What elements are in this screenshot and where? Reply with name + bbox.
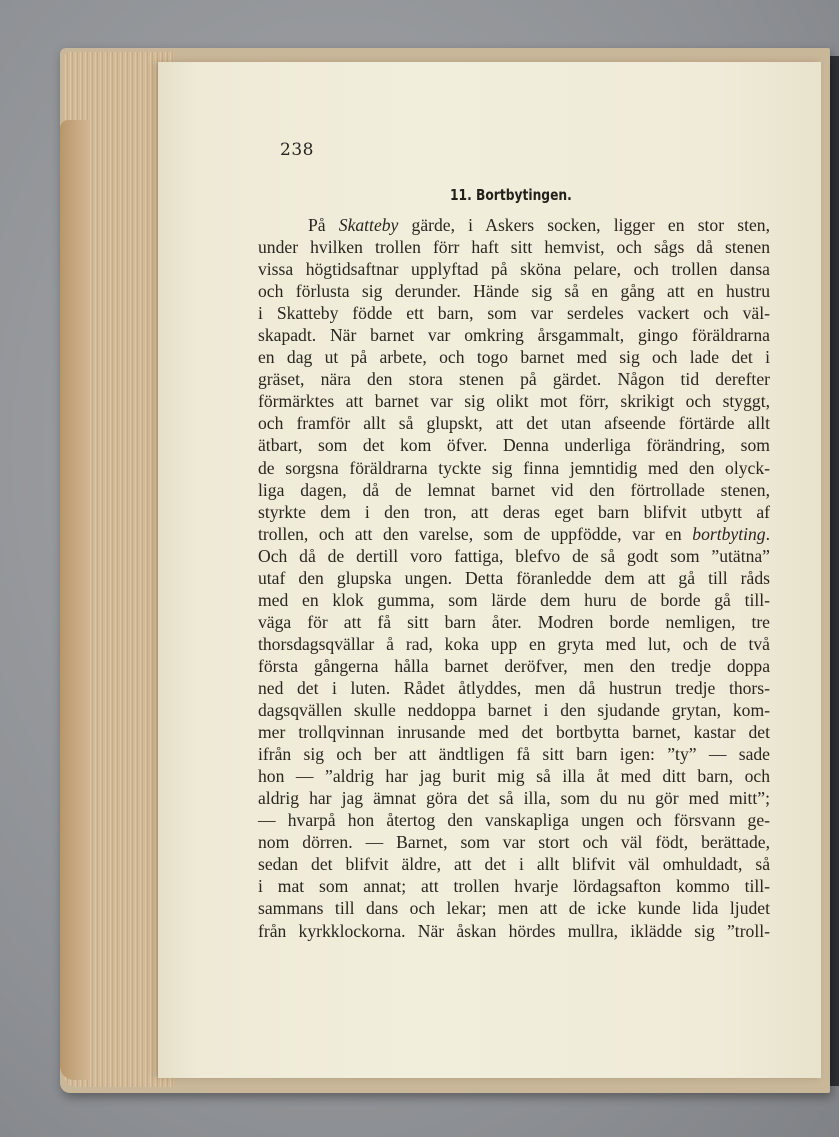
text-line: Och då de dertill voro fattiga, blefvo de så godt som ”utätna” (258, 545, 770, 566)
text-line: i mat som annat; att trollen hvarje lördagsafton kommo till- (258, 876, 770, 897)
text-line: På Skatteby gärde, i Askers socken, ligger en stor sten, (308, 215, 770, 235)
text-line: dagsqvällen skulle neddoppa barnet i den sjudande grytan, kom- (258, 700, 770, 721)
text-line: de sorgsna föräldrarna tyckte sig finna jemntidig med den olyck- (258, 457, 770, 478)
text-line: skapadt. När barnet var omkring årsgammalt, gingo föräldrarna (258, 325, 770, 346)
text-line: styrkte dem i den tron, att deras eget barn blifvit utbytt af (258, 501, 770, 522)
text-line: aldrig har jag ämnat göra det så illa, som du nu gör med mitt”; (258, 788, 770, 809)
text-line: en dag ut på arbete, och togo barnet med sig och lade det i (258, 347, 770, 368)
text-line: hon — ”aldrig har jag burit mig så illa åt med ditt barn, och (258, 766, 770, 787)
text-line: nom dörren. — Barnet, som var stort och väl födt, berättade, (258, 832, 770, 853)
page-edges-shadow (60, 120, 90, 1080)
body-text (258, 214, 770, 942)
text-line: thorsdagsqvällar å rad, koka upp en gryta med lut, och de två (258, 633, 770, 654)
text-line: liga dagen, då de lemnat barnet vid den förtrollade stenen, (258, 479, 770, 500)
italic-term: Skatteby (338, 215, 399, 235)
text-line: under hvilken trollen förr haft sitt hemvist, och sågs då stenen (258, 237, 770, 258)
text-line: ifrån sig och ber att ändtligen få sitt barn igen: ”ty” — sade (258, 744, 770, 765)
text-line: väga för att få sitt barn åter. Modren borde nemligen, tre (258, 611, 770, 632)
italic-term: bortbyting (692, 523, 766, 544)
text-line: och framför allt så glupskt, att det utan afseende förtärde allt (258, 413, 770, 434)
text-line: från kyrkklockorna. När åskan hördes mullra, iklädde sig ”troll- (258, 920, 770, 941)
text-line: sammans till dans och lekar; men att de icke kunde lida ljudet (258, 898, 770, 919)
page-number: 238 (280, 140, 314, 160)
text-line: i Skatteby födde ett barn, som var serdeles vackert och väl- (258, 303, 770, 324)
text-line: vissa högtidsaftnar upplyftad på sköna pelare, och trollen dansa (258, 259, 770, 280)
text-line: förmärktes att barnet var sig olikt mot förr, skrikigt och styggt, (258, 391, 770, 412)
section-title: 11. Bortbytingen. (450, 186, 572, 204)
text-line: med en klok gumma, som lärde dem huru de borde gå till- (258, 589, 770, 610)
text-line: ätbart, som det kom öfver. Denna underliga förändring, som (258, 435, 770, 456)
text-line: första gångerna hålla barnet deröfver, men den tredje doppa (258, 655, 770, 676)
text-line: — hvarpå hon återtog den vanskapliga ungen och försvann ge- (258, 810, 770, 831)
text-line: sedan det blifvit äldre, att det i allt blifvit väl omhuldadt, så (258, 854, 770, 875)
text-line: gräset, nära den stora stenen på gärdet. Någon tid derefter (258, 369, 770, 390)
text-line: mer trollqvinnan inrusande med det bortbytta barnet, kastar det (258, 722, 770, 743)
text-line: och förlusta sig derunder. Hände sig så en gång att en hustru (258, 281, 770, 302)
text-line: ned det i luten. Rådet åtlyddes, men då hustrun tredje thors- (258, 677, 770, 698)
text-line: trollen, och att den varelse, som de uppfödde, var en bortbyting. (258, 523, 770, 544)
text-line: utaf den glupska ungen. Detta föranledde dem att gå till råds (258, 567, 770, 588)
